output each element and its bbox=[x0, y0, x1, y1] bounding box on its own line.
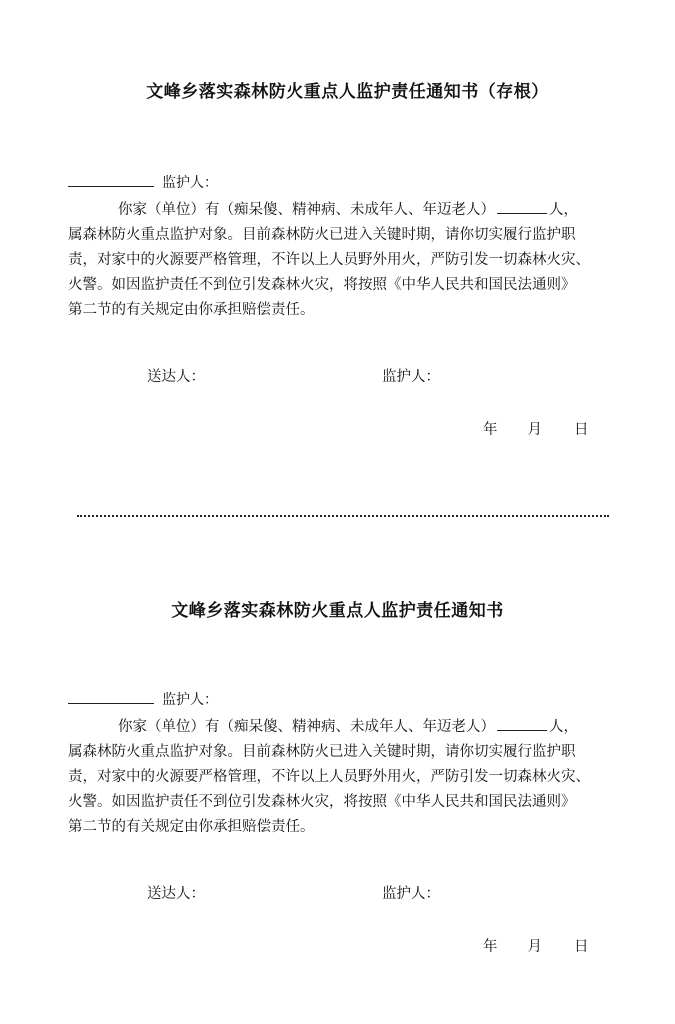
stub-section bbox=[0, 0, 675, 505]
stub-deliverer-label: 送达人： bbox=[147, 369, 205, 385]
notice-guardian-label: 监护人： bbox=[382, 886, 440, 902]
stub-paragraph-line-2: 属森林防火重点监护对象。目前森林防火已进入关键时期，请你切实履行监护职 bbox=[68, 227, 576, 243]
stub-date-month: 月 bbox=[527, 422, 542, 438]
notice-deliverer-label: 送达人： bbox=[147, 886, 205, 902]
notice-paragraph-line-1 bbox=[68, 715, 610, 740]
stub-count-blank bbox=[497, 199, 547, 214]
notice-paragraph-line-1a: 你家（单位）有（痴呆傻、精神病、未成年人、年迈老人） bbox=[118, 719, 495, 735]
stub-date-row bbox=[483, 418, 589, 439]
notice-date-year: 年 bbox=[483, 939, 498, 955]
stub-date-year: 年 bbox=[483, 422, 498, 438]
notice-date-day: 日 bbox=[574, 939, 589, 955]
cut-line-divider bbox=[77, 515, 609, 517]
stub-paragraph-line-1a: 你家（单位）有（痴呆傻、精神病、未成年人、年迈老人） bbox=[118, 202, 495, 218]
stub-notice-paragraph bbox=[68, 198, 610, 323]
notice-title: 文峰乡落实森林防火重点人监护责任通知书 bbox=[171, 601, 504, 621]
notice-section bbox=[0, 530, 675, 1024]
notice-date-row bbox=[483, 935, 589, 956]
stub-addressee-line bbox=[68, 172, 218, 193]
notice-addressee-line bbox=[68, 689, 218, 710]
stub-guardian-label: 监护人： bbox=[382, 369, 440, 385]
stub-paragraph-line-1 bbox=[68, 198, 610, 223]
notice-addressee-blank bbox=[68, 689, 154, 704]
notice-count-blank bbox=[497, 716, 547, 731]
notice-paragraph-line-2: 属森林防火重点监护对象。目前森林防火已进入关键时期，请你切实履行监护职 bbox=[68, 744, 576, 760]
notice-paragraph-line-5: 第二节的有关规定由你承担赔偿责任。 bbox=[68, 819, 315, 835]
stub-addressee-blank bbox=[68, 172, 154, 187]
stub-paragraph-line-5: 第二节的有关规定由你承担赔偿责任。 bbox=[68, 302, 315, 318]
notice-date-month: 月 bbox=[527, 939, 542, 955]
notice-addressee-label: 监护人： bbox=[162, 692, 218, 708]
stub-paragraph-line-3: 责，对家中的火源要严格管理，不许以上人员野外用火，严防引发一切森林火灾、 bbox=[68, 252, 590, 268]
stub-paragraph-line-1b: 人， bbox=[549, 202, 578, 218]
notice-paragraph-line-4: 火警。如因监护责任不到位引发森林火灾，将按照《中华人民共和国民法通则》 bbox=[68, 794, 576, 810]
stub-title: 文峰乡落实森林防火重点人监护责任通知书（存根） bbox=[146, 82, 549, 102]
stub-paragraph-line-4: 火警。如因监护责任不到位引发森林火灾，将按照《中华人民共和国民法通则》 bbox=[68, 277, 576, 293]
notice-paragraph bbox=[68, 715, 610, 840]
notice-paragraph-line-1b: 人， bbox=[549, 719, 578, 735]
notice-paragraph-line-3: 责，对家中的火源要严格管理，不许以上人员野外用火，严防引发一切森林火灾、 bbox=[68, 769, 590, 785]
stub-date-day: 日 bbox=[574, 422, 589, 438]
stub-addressee-label: 监护人： bbox=[162, 175, 218, 191]
